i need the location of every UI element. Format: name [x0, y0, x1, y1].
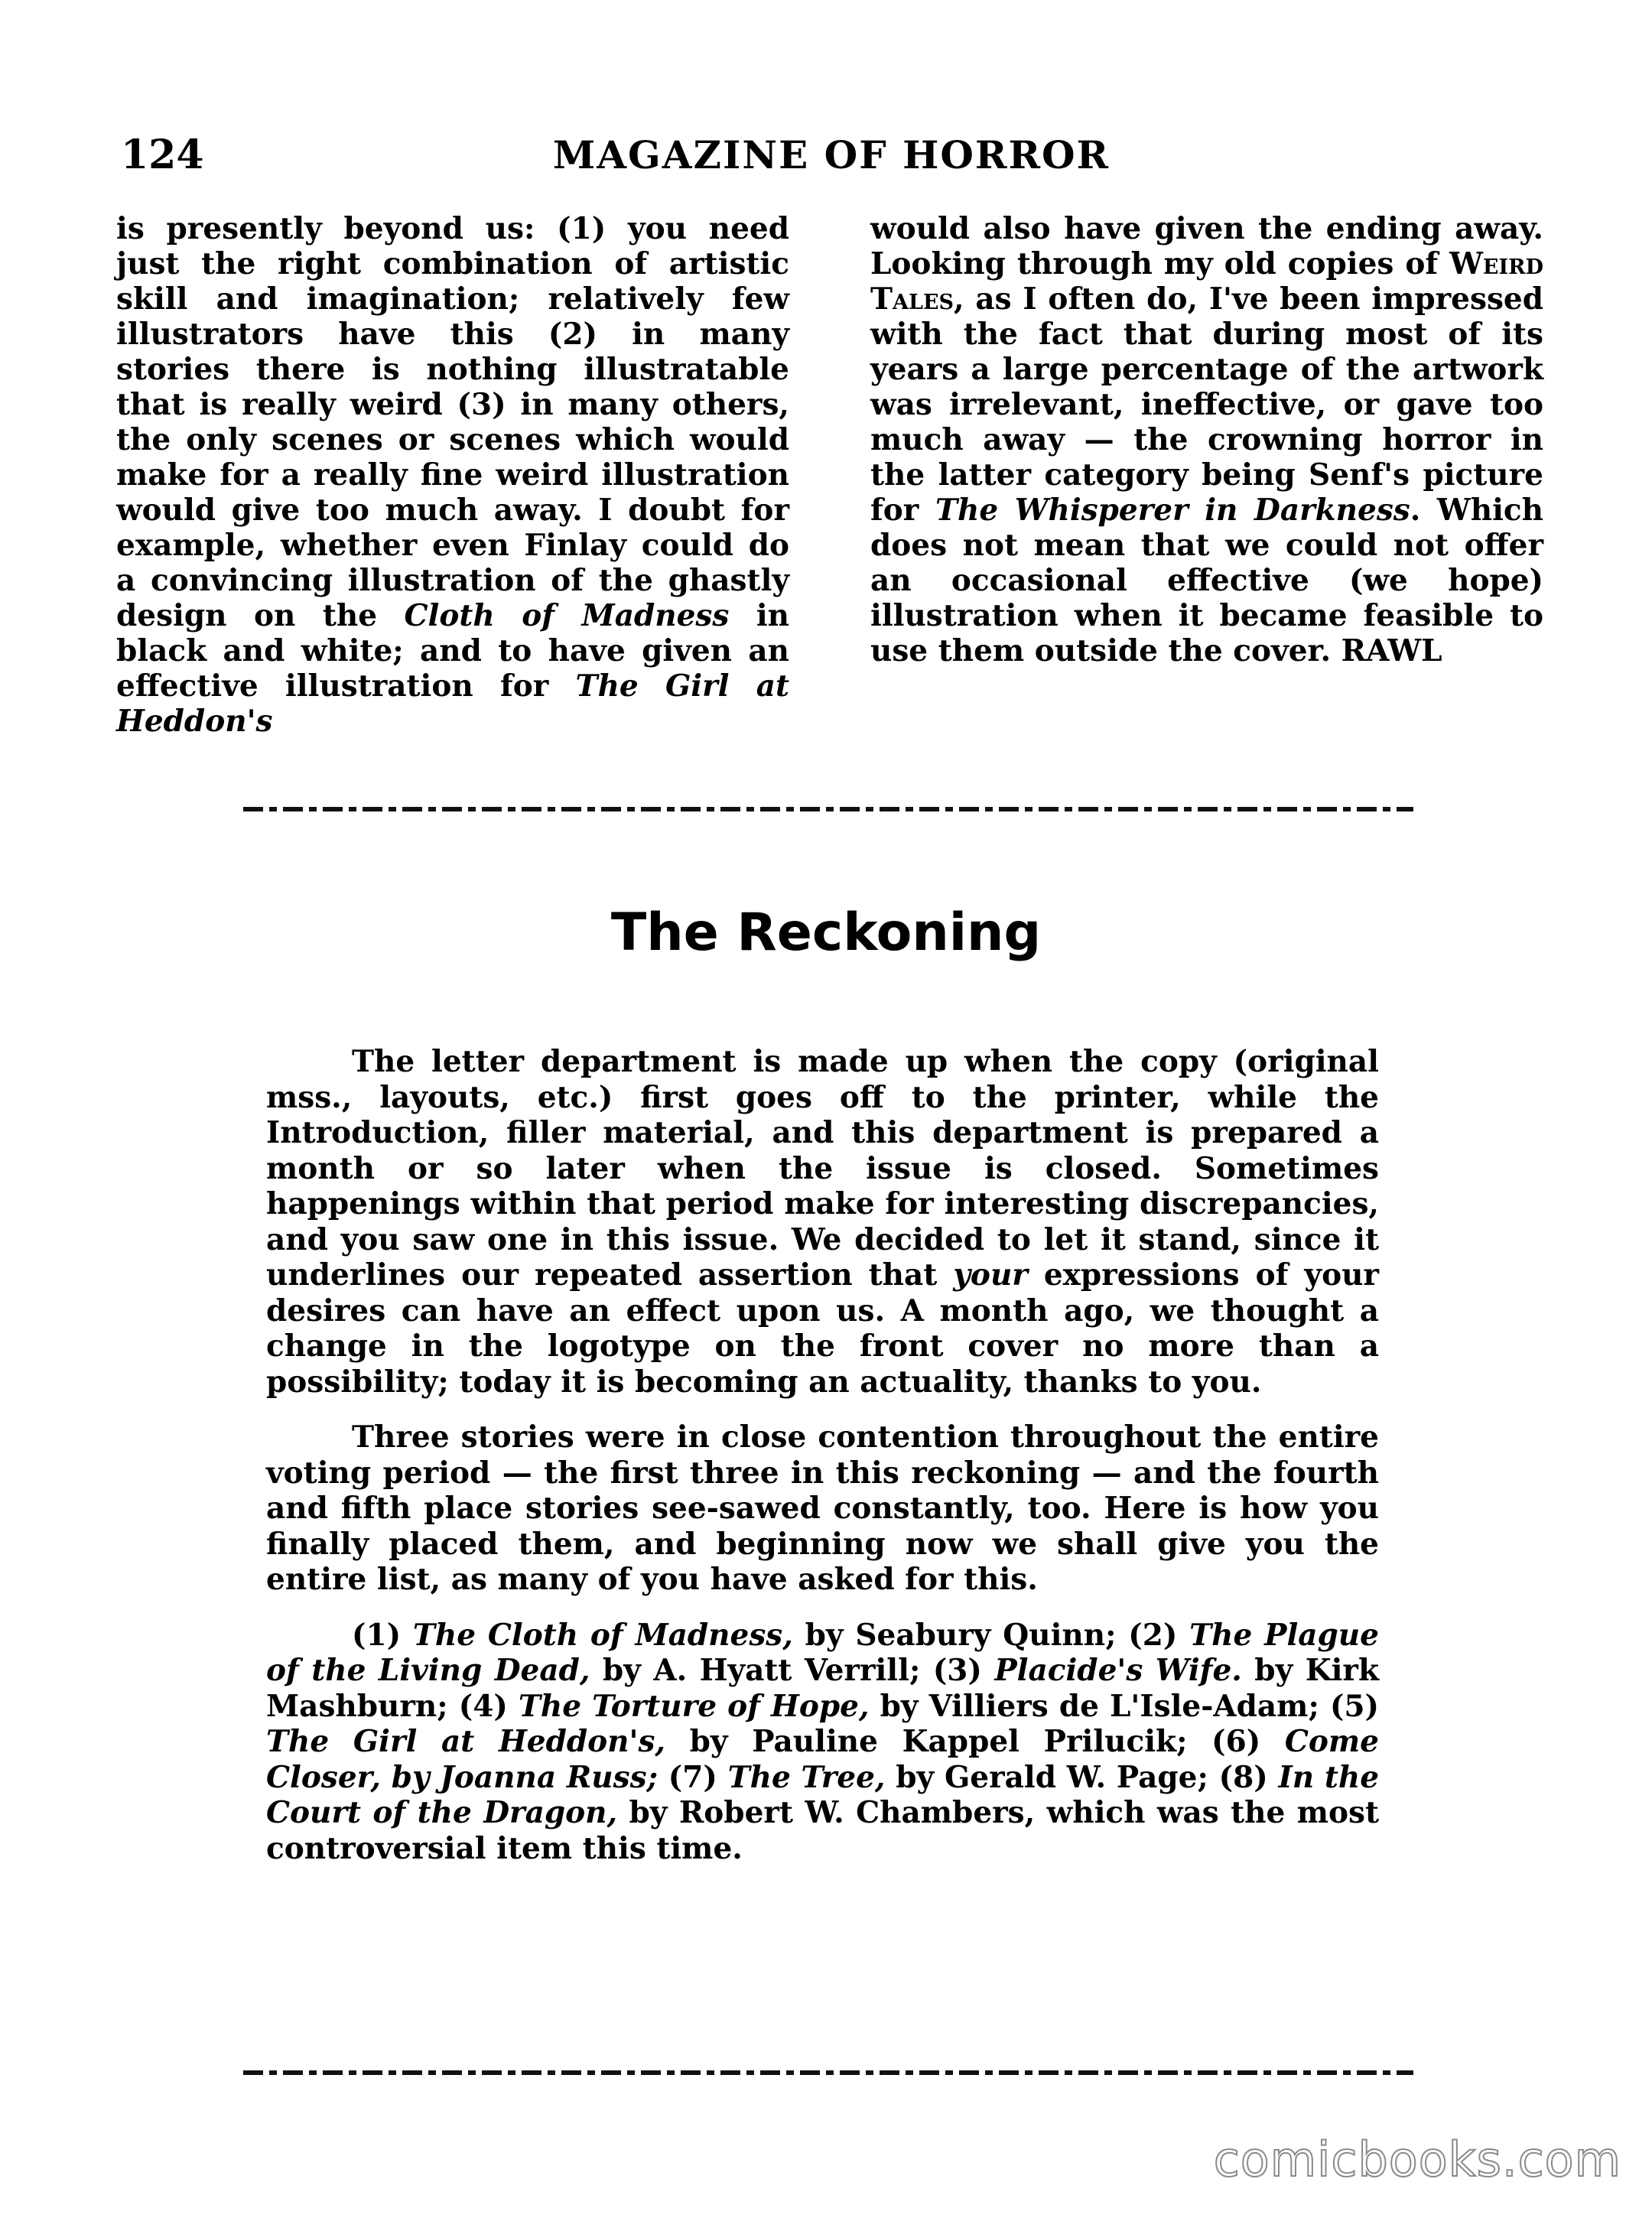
magazine-name: Weird Tales [870, 246, 1543, 317]
story-ranking-list [266, 1618, 1379, 1867]
left-column-text: is presently beyond us: (1) you need just the right combination of artistic skill and imagination; relatively few illustrators have this (2) in many stories there is nothing illustratable that is really weird (3) in many others, the only scenes or scenes which would make for a really fine weird illustration would give too much away. I doubt for example, whether even Finlay could do a convincing illustration of the ghastly design on the Cloth of Madness in black and white; and to have given an effective illustration for The Girl at Heddon's [116, 211, 789, 739]
running-title: MAGAZINE OF HORROR [552, 132, 1111, 177]
left-column [116, 211, 789, 739]
list-item: (3) Placide's Wife. by Kirk Mashburn; [266, 1653, 1379, 1724]
list-item: (5) The Girl at Heddon's, by Pauline Kappel Prilucik; [266, 1688, 1379, 1759]
list-item: (4) The Torture of Hope, by Villiers de L'Isle-Adam; [458, 1688, 1330, 1724]
watermark: comicbooks.com [1213, 2132, 1621, 2187]
right-column-text: would also have given the ending away. Looking through my old copies of Weird Tales, as I often do, I've been impressed with the fact that during most of its years a large percentage of the artwork was irrelevant, ineffective, or gave too much away — the crowning horror in the latter category being Senf's picture for The Whisperer in Darkness. Which does not mean that we could not offer an occasional effective (we hope) illustration when it became feasible to use them outside the cover. RAWL [870, 211, 1543, 668]
paragraph-1: The letter department is made up when the copy (original mss., layouts, etc.) first goes off to the printer, while the Introduction, filler material, and this department is prepared a month or so later when the issue is closed. Sometimes happenings within that period make for interesting discrepancies, and you saw one in this issue. We decided to let it stand, since it underlines our repeated assertion that your expressions of your desires can have an effect upon us. A month ago, we thought a change in the logotype on the front cover no more than a possibility; today it is becoming an actuality, thanks to you. [266, 1044, 1379, 1400]
list-item: (7) The Tree, by Gerald W. Page; [668, 1759, 1219, 1795]
list-item: (1) The Cloth of Madness, by Seabury Quinn; [352, 1617, 1129, 1653]
reckoning-body [266, 1044, 1379, 1886]
list-item: (8) In the Court of the Dragon, by Robert W. Chambers, which was the most controversial item this time. [266, 1759, 1380, 1866]
divider-rule [243, 807, 1413, 811]
editorial-columns [116, 211, 1543, 739]
paragraph-2: Three stories were in close contention throughout the entire voting period — the first three in this reckoning — and the fourth and fifth place stories see-sawed constantly, too. Here is how you finally placed them, and beginning now we shall give you the entire list, as many of you have asked for this. [266, 1420, 1379, 1597]
page-header [121, 128, 1542, 182]
list-item: (2) The Plague of the Living Dead, by A. Hyatt Verrill; [266, 1617, 1379, 1688]
divider-rule [243, 2070, 1413, 2075]
list-item: (6) Come Closer, by Joanna Russ; [266, 1724, 1379, 1795]
page-number: 124 [121, 132, 204, 178]
right-column [870, 211, 1543, 739]
title-girl-at-heddons: The Girl at Heddon's [116, 668, 789, 739]
section-title: The Reckoning [610, 902, 1042, 963]
